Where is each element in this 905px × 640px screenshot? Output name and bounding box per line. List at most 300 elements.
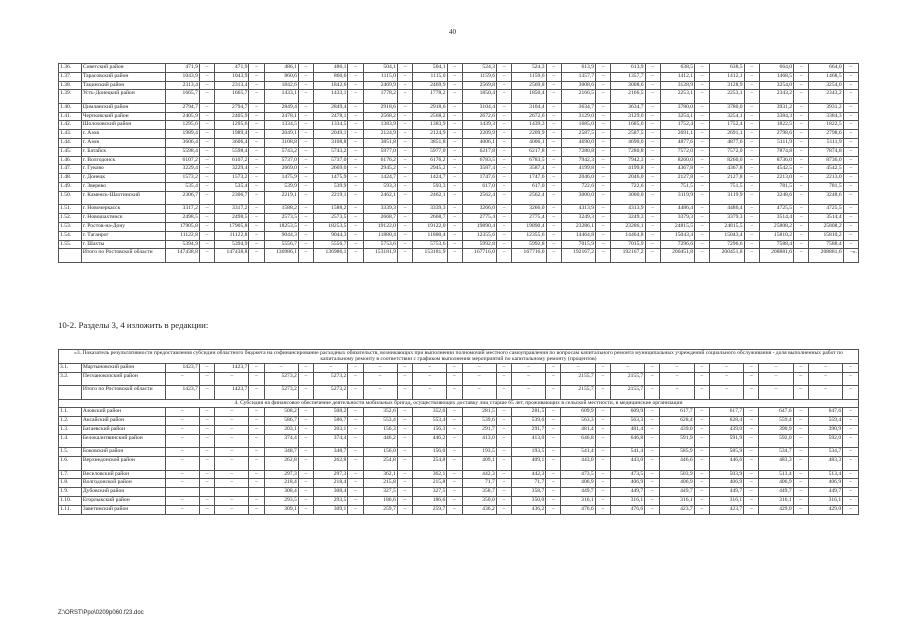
table-cell: 6176,2 (413, 156, 447, 165)
table-cell: – (462, 372, 496, 386)
table-cell: – (199, 205, 214, 214)
table-cell: 442,3 (511, 470, 545, 479)
table-cell: – (645, 448, 660, 457)
table-cell: –». (843, 249, 858, 263)
table-cell: – (298, 426, 313, 435)
table-cell: – (397, 496, 412, 505)
table-cell: – (496, 496, 511, 505)
table-cell: – (363, 372, 397, 386)
table-cell: 374,4 (264, 434, 298, 448)
table-row (59, 103, 859, 112)
table-cell: – (744, 121, 759, 130)
table-cell: 4725,5 (759, 205, 793, 214)
table-cell: – (694, 488, 709, 497)
table-cell: 2166,5 (611, 90, 645, 104)
table-cell: – (695, 174, 710, 183)
table-cell: 3129,0 (611, 112, 645, 121)
table-cell: – (546, 231, 561, 240)
table-cell: – (843, 64, 858, 73)
table-cell: 449,7 (561, 488, 595, 497)
table-cell: 591,9 (709, 434, 743, 448)
table-cell: 3266,0 (512, 205, 546, 214)
table-cell: – (215, 479, 249, 488)
table-cell: 2155,7 (610, 386, 644, 400)
table-cell: – (694, 426, 709, 435)
table-cell: 3339,3 (363, 205, 397, 214)
table-cell: 25808,2 (809, 222, 843, 231)
table-cell: 4313,9 (561, 205, 595, 214)
table-cell: – (298, 130, 313, 139)
table-cell: – (744, 249, 759, 263)
table-cell: – (645, 488, 660, 497)
table-cell: 1295,6 (215, 121, 249, 130)
table-cell: – (596, 64, 611, 73)
table-cell: – (397, 205, 412, 214)
table-cell: – (447, 103, 462, 112)
table-row (59, 222, 859, 231)
table-cell: 2478,1 (314, 112, 348, 121)
table-cell: 4006,1 (462, 139, 496, 148)
table-cell: – (348, 147, 363, 156)
table-cell: 2668,7 (413, 214, 447, 223)
table-cell: – (808, 372, 842, 386)
table-cell: – (546, 222, 561, 231)
table-cell: 2672,6 (512, 112, 546, 121)
table-cell: 481,4 (610, 426, 644, 435)
table-cell: – (249, 103, 264, 112)
table-cell: 3780,0 (710, 103, 744, 112)
table-row (59, 240, 859, 249)
table-cell: – (694, 363, 709, 372)
row-number: 1.11. (59, 505, 82, 514)
table-cell: – (843, 222, 858, 231)
table-cell: 2587,5 (611, 130, 645, 139)
table-cell: 254,8 (413, 457, 447, 471)
table-row (59, 139, 859, 148)
table-cell: 5394,9 (215, 240, 249, 249)
table-cell: – (249, 191, 264, 205)
table-cell: 628,4 (709, 417, 743, 426)
table-cell: – (397, 470, 412, 479)
table-cell: – (497, 156, 512, 165)
table-cell: 1159,6 (462, 72, 496, 81)
table-cell: – (744, 457, 759, 471)
table-cell: – (843, 363, 859, 372)
table-cell: 262,8 (264, 457, 298, 471)
table-cell: – (695, 205, 710, 214)
table-cell: 449,7 (709, 488, 743, 497)
table-cell: 19890,4 (512, 222, 546, 231)
table-cell: – (843, 457, 859, 471)
row-name: г. Ростов-на-Дону (81, 222, 165, 231)
table-cell: 4367,8 (660, 165, 694, 174)
table-cell: 443,0 (561, 457, 595, 471)
table-cell: – (744, 165, 759, 174)
table-cell: 2405,9 (165, 112, 199, 121)
table-cell: – (645, 183, 660, 192)
table-cell: – (794, 183, 809, 192)
table-cell: – (759, 372, 793, 386)
table-cell: – (843, 90, 858, 104)
table-cell: – (843, 470, 859, 479)
table-cell: – (546, 165, 561, 174)
table-cell: 390,9 (759, 426, 793, 435)
table-cell: – (298, 488, 313, 497)
table-cell: 2569,8 (462, 81, 496, 90)
table-cell: 3008,6 (611, 81, 645, 90)
table-cell: – (596, 112, 611, 121)
table-cell: 3008,6 (561, 81, 595, 90)
table-cell: 3119,9 (710, 191, 744, 205)
table-cell: – (348, 214, 363, 223)
table-cell: – (695, 81, 710, 90)
table-cell: – (694, 408, 709, 417)
table-cell: – (397, 386, 412, 400)
table-row (59, 448, 859, 457)
table-cell: – (596, 72, 611, 81)
table-cell: – (199, 363, 214, 372)
table-cell: – (744, 183, 759, 192)
row-number: 1.52. (59, 214, 82, 223)
table-row (59, 249, 859, 263)
table-cell: – (413, 386, 447, 400)
table-cell: 781,5 (809, 183, 843, 192)
table-cell: – (645, 222, 660, 231)
table-cell: 406,9 (660, 479, 694, 488)
table-cell: – (447, 426, 462, 435)
table-cell: – (546, 470, 561, 479)
table-cell: – (348, 205, 363, 214)
table-cell: 1468,5 (809, 72, 843, 81)
table-cell: – (348, 448, 363, 457)
table-cell: – (793, 457, 808, 471)
table-cell: – (215, 372, 249, 386)
table-cell: – (695, 231, 710, 240)
table-cell: 291,7 (462, 426, 496, 435)
table-cell: – (397, 222, 412, 231)
table-cell: 5977,0 (413, 147, 447, 156)
table-cell: 592,0 (759, 434, 793, 448)
table-cell: – (645, 434, 660, 448)
table-cell: – (794, 64, 809, 73)
table-cell: 722,6 (561, 183, 595, 192)
table-cell: 6107,2 (215, 156, 249, 165)
table-cell: – (546, 363, 561, 372)
table-cell: – (496, 426, 511, 435)
row-name: Цимлянский район (81, 103, 165, 112)
table-cell: – (199, 231, 214, 240)
table-cell: 2775,4 (462, 214, 496, 223)
table-cell: – (298, 222, 313, 231)
table-cell: – (249, 90, 264, 104)
table-cell: 136986,1 (264, 249, 298, 263)
table-cell: – (843, 165, 858, 174)
table-cell: – (298, 479, 313, 488)
table-cell: – (695, 214, 710, 223)
table-cell: 1475,9 (314, 174, 348, 183)
row-name: Егорлыкский район (81, 496, 165, 505)
table-cell: – (397, 174, 412, 183)
table-cell: – (249, 249, 264, 263)
table-cell: – (497, 191, 512, 205)
table-cell: – (348, 64, 363, 73)
table-cell: 7280,8 (611, 147, 645, 156)
table-cell: – (843, 214, 858, 223)
table-cell: – (447, 434, 462, 448)
table-cell: – (794, 156, 809, 165)
table-cell: – (348, 191, 363, 205)
table-cell: 308,4 (264, 488, 298, 497)
table-cell: 4199,8 (611, 165, 645, 174)
table-cell: 309,1 (264, 505, 298, 514)
table-cell: 1468,5 (759, 72, 793, 81)
table-cell: – (249, 457, 264, 471)
table-cell: – (249, 64, 264, 73)
table-cell: 19122,0 (413, 222, 447, 231)
table-cell: 5977,0 (363, 147, 397, 156)
table-cell: 4367,8 (710, 165, 744, 174)
table-cell: – (348, 112, 363, 121)
table-cell: 504,1 (363, 64, 397, 73)
table-cell: 4725,5 (809, 205, 843, 214)
row-name: Боковский район (81, 448, 165, 457)
table-cell: 1747,6 (462, 174, 496, 183)
table-cell: – (249, 205, 264, 214)
row-number: 1.10. (59, 496, 82, 505)
table-cell: 591,9 (660, 434, 694, 448)
table-cell: – (596, 130, 611, 139)
table-cell: – (447, 139, 462, 148)
table-cell: – (215, 448, 249, 457)
table-cell: 203,1 (314, 426, 348, 435)
table-cell: 208881,6 (759, 249, 793, 263)
table-row (59, 434, 859, 448)
table-cell: 1115,0 (363, 72, 397, 81)
table-cell: 647,6 (808, 408, 842, 417)
table-cell: – (249, 408, 264, 417)
table-cell: 1423,7 (215, 363, 249, 372)
table-cell: – (199, 156, 214, 165)
table-cell: – (759, 363, 793, 372)
table-cell: – (397, 479, 412, 488)
table-cell: 9044,3 (314, 231, 348, 240)
table-cell: – (447, 112, 462, 121)
table-cell: – (249, 222, 264, 231)
table-cell: – (793, 386, 808, 400)
table-cell: – (496, 408, 511, 417)
table-cell: 358,7 (462, 488, 496, 497)
table-row (59, 214, 859, 223)
table-cell: 7015,9 (561, 240, 595, 249)
table-cell: – (843, 408, 859, 417)
table-cell: 4690,0 (611, 139, 645, 148)
table-cell: – (447, 363, 462, 372)
table-cell: 7874,8 (759, 147, 793, 156)
table-cell: 2794,7 (165, 103, 199, 112)
table-cell: 3317,2 (165, 205, 199, 214)
row-name: Мартыновский район (81, 363, 165, 372)
table-cell: 1989,4 (165, 130, 199, 139)
table-cell: 7296,6 (660, 240, 694, 249)
table-cell: – (595, 479, 610, 488)
table-cell: – (744, 191, 759, 205)
table-cell: – (298, 191, 313, 205)
table-cell: – (695, 130, 710, 139)
table-cell: 585,9 (660, 448, 694, 457)
table-cell: 609,9 (610, 408, 644, 417)
table-cell: – (348, 479, 363, 488)
table-cell: – (363, 363, 397, 372)
table-cell: 3851,8 (413, 139, 447, 148)
table-cell: 2343,2 (809, 90, 843, 104)
table-cell: – (447, 505, 462, 514)
table-cell: – (249, 434, 264, 448)
table-cell: – (596, 249, 611, 263)
table-cell: – (298, 103, 313, 112)
table-cell: 1665,7 (165, 90, 199, 104)
row-number: 1.39. (59, 90, 82, 104)
row-number: 3.1. (59, 363, 82, 372)
table-cell: 439,0 (660, 426, 694, 435)
table-cell: – (249, 112, 264, 121)
table-cell: 559,4 (808, 417, 842, 426)
table-cell: 436,2 (511, 505, 545, 514)
table-cell: 446,2 (363, 434, 397, 448)
table-cell: – (497, 130, 512, 139)
table-cell: 5743,2 (314, 147, 348, 156)
table-cell: – (546, 191, 561, 205)
table-cell: – (694, 470, 709, 479)
table-cell: – (363, 386, 397, 400)
table-cell: – (348, 72, 363, 81)
table-cell: – (561, 363, 595, 372)
table-cell: – (793, 408, 808, 417)
table-cell: 1439,3 (512, 121, 546, 130)
table-cell: – (793, 434, 808, 448)
table-cell: 3931,2 (809, 103, 843, 112)
table-row (59, 386, 859, 400)
table-cell: 617,7 (709, 408, 743, 417)
table-cell: 2945,2 (413, 165, 447, 174)
table-cell: 2219,1 (264, 191, 298, 205)
table-cell: – (165, 470, 199, 479)
table-cell: 1433,1 (314, 90, 348, 104)
table-cell: – (596, 231, 611, 240)
table-cell: – (447, 448, 462, 457)
table-cell: 390,9 (808, 426, 842, 435)
table-cell: – (397, 240, 412, 249)
table-cell: – (298, 408, 313, 417)
table-cell: 2343,2 (759, 90, 793, 104)
table-cell: – (794, 205, 809, 214)
table-cell: 3379,3 (660, 214, 694, 223)
file-path-footer: Z:\ORST\Ppo\0209p060.f23.doc (58, 610, 144, 616)
table-cell: – (497, 174, 512, 183)
table-cell: 6217,8 (512, 147, 546, 156)
table-cell: – (447, 496, 462, 505)
table-cell: 860,6 (264, 72, 298, 81)
table-row (59, 130, 859, 139)
table-cell: 2562,4 (512, 191, 546, 205)
table-cell: – (843, 81, 858, 90)
row-name: г. Таганрог (81, 231, 165, 240)
table-cell: – (397, 147, 412, 156)
table-cell: 1115,0 (413, 72, 447, 81)
table-cell: – (397, 90, 412, 104)
table-row (59, 174, 859, 183)
table-cell: 1685,0 (561, 121, 595, 130)
table-cell: 860,6 (314, 72, 348, 81)
row-name: г. Азов (81, 139, 165, 148)
table-cell: – (610, 363, 644, 372)
table-cell: – (199, 408, 214, 417)
table-cell: – (744, 139, 759, 148)
table-cell: – (397, 183, 412, 192)
table-cell: 7588,4 (809, 240, 843, 249)
table-cell: – (199, 448, 214, 457)
table-cell: – (595, 417, 610, 426)
table-cell: 1665,7 (215, 90, 249, 104)
table-cell: – (199, 372, 214, 386)
table-cell: – (546, 249, 561, 263)
table-cell: – (794, 214, 809, 223)
row-name: г. Зверево (81, 183, 165, 192)
table-cell: 7874,8 (809, 147, 843, 156)
table-cell: – (215, 417, 249, 426)
table-cell: – (249, 214, 264, 223)
table-cell: – (595, 386, 610, 400)
table-cell: 5598,4 (165, 147, 199, 156)
table-cell: 617,0 (462, 183, 496, 192)
table-cell: 1752,4 (660, 121, 694, 130)
table-cell: – (596, 183, 611, 192)
table-cell: – (496, 386, 511, 400)
row-name: г. Каменск-Шахтинский (81, 191, 165, 205)
table-cell: – (645, 165, 660, 174)
table-cell: – (497, 90, 512, 104)
table-cell: 2798,6 (809, 130, 843, 139)
table-cell: – (497, 165, 512, 174)
table-cell: – (843, 72, 858, 81)
table-cell: 15810,2 (759, 231, 793, 240)
table-cell: – (199, 386, 214, 400)
row-number: 1.38. (59, 81, 82, 90)
table-cell (165, 488, 199, 497)
table-cell: – (497, 231, 512, 240)
table-cell: – (249, 130, 264, 139)
table-cell: 2462,1 (363, 191, 397, 205)
table-row (59, 147, 859, 156)
table-cell: 1822,5 (809, 121, 843, 130)
table-cell: 1423,7 (215, 386, 249, 400)
table-cell: 5111,9 (809, 139, 843, 148)
table-cell: 3108,8 (314, 139, 348, 148)
table-cell: – (298, 156, 313, 165)
table-cell: 308,4 (314, 488, 348, 497)
table-cell: 524,3 (462, 64, 496, 73)
table-cell: – (744, 386, 759, 400)
table-cell: 215,8 (413, 479, 447, 488)
table-cell: – (546, 139, 561, 148)
table-cell: – (794, 112, 809, 121)
table-cell: 1685,0 (611, 121, 645, 130)
table-cell: 449,7 (660, 488, 694, 497)
table-cell: – (199, 139, 214, 148)
table-cell: 524,3 (512, 64, 546, 73)
table-cell: 476,6 (561, 505, 595, 514)
table-cell: 316,1 (709, 496, 743, 505)
table-cell: – (348, 156, 363, 165)
